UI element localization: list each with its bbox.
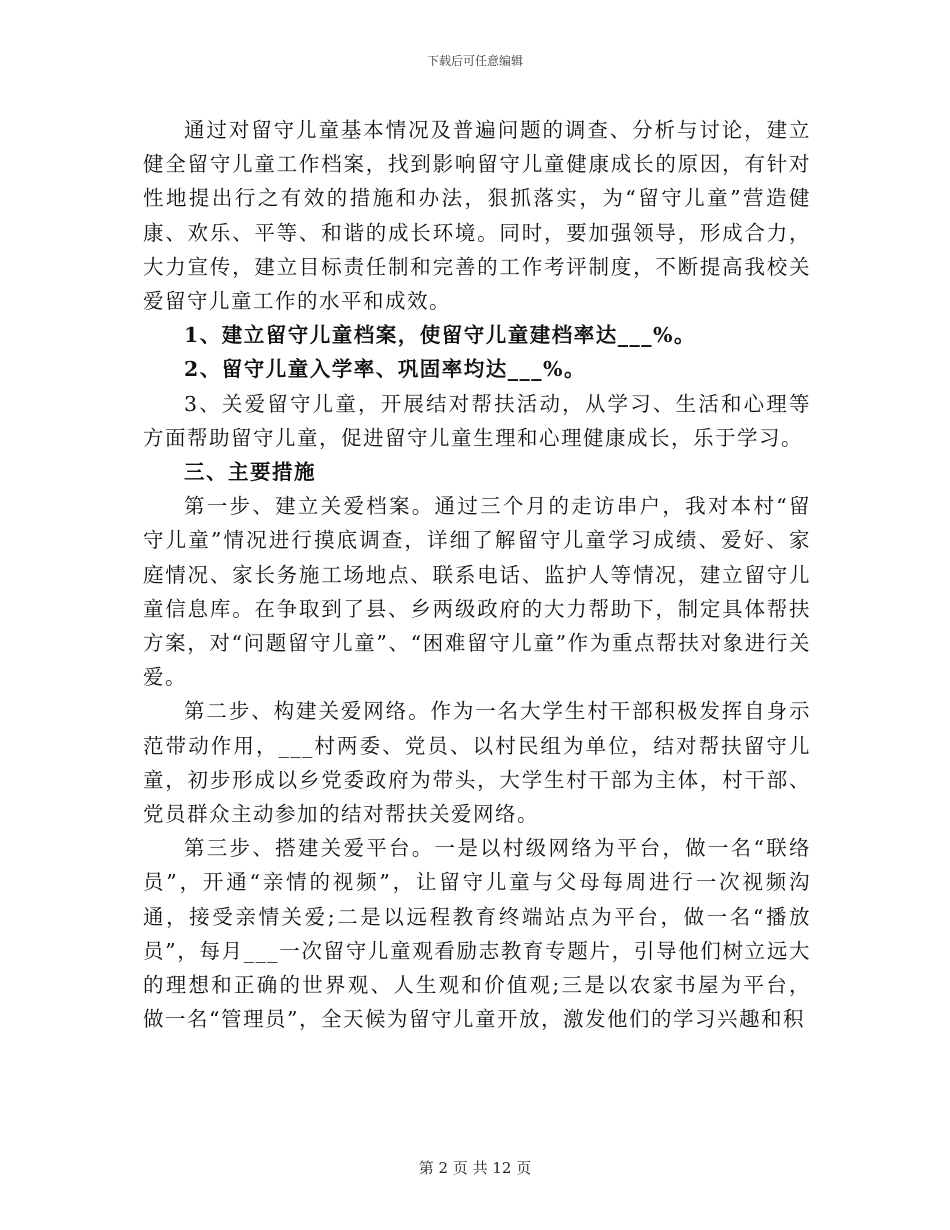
step-1-paragraph: 第一步、建立关爱档案。通过三个月的走访串户，我对本村“留守儿童”情况进行摸底调查，详细了解留守儿童学习成绩、爱好、家庭情况、家长务施工场地点、联系电话、监护人等情况，建立留守儿童信息库。在争取到了县、乡两级政府的大力帮助下，制定具体帮扶方案，对“问题留守儿童”、“困难留守儿童”作为重点帮扶对象进行关爱。 — [143, 494, 811, 690]
page-footer: 第 2 页 共 12 页 — [418, 1159, 532, 1177]
goal-item-1: 1、建立留守儿童档案，使留守儿童建档率达___%。 — [184, 323, 696, 348]
goal-item-3: 3、关爱留守儿童，开展结对帮扶活动，从学习、生活和心理等方面帮助留守儿童，促进留守儿童生理和心理健康成长，乐于学习。 — [143, 391, 811, 450]
section-heading-main-measures: 三、主要措施 — [184, 460, 316, 485]
intro-paragraph: 通过对留守儿童基本情况及普遍问题的调查、分析与讨论，建立健全留守儿童工作档案，找到影响留守儿童健康成长的原因，有针对性地提出行之有效的措施和办法，狠抓落实，为“留守儿童”营造健康、欢乐、平等、和谐的成长环境。同时，要加强领导，形成合力，大力宣传，建立目标责任制和完善的工作考评制度，不断提高我校关爱留守儿童工作的水平和成效。 — [143, 118, 811, 314]
step-2-paragraph: 第二步、构建关爱网络。作为一名大学生村干部积极发挥自身示范带动作用，___村两委、党员、以村民组为单位，结对帮扶留守儿童，初步形成以乡党委政府为带头，大学生村干部为主体，村干部、党员群众主动参加的结对帮扶关爱网络。 — [143, 699, 811, 827]
goal-item-2: 2、留守儿童入学率、巩固率均达___%。 — [184, 357, 586, 382]
page-header: 下载后可任意编辑 — [426, 54, 523, 68]
document-body — [143, 113, 811, 1036]
step-3-paragraph: 第三步、搭建关爱平台。一是以村级网络为平台，做一名“联络员”，开通“亲情的视频”，让留守儿童与父母每周进行一次视频沟通，接受亲情关爱;二是以远程教育终端站点为平台，做一名“播放员”，每月___一次留守儿童观看励志教育专题片，引导他们树立远大的理想和正确的世界观、人生观和价值观;三是以农家书屋为平台，做一名“管理员”，全天候为留守儿童开放，激发他们的学习兴趣和积 — [143, 836, 811, 1032]
